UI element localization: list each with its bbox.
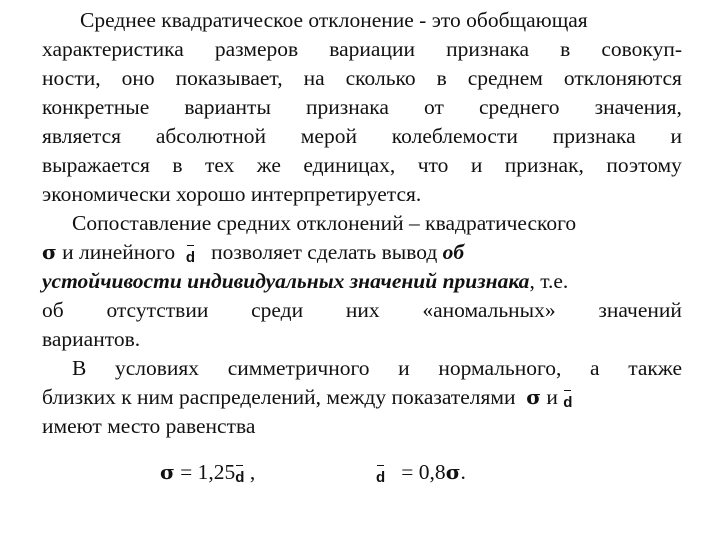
p2-line-3-emph: устойчивости индивидуальных значений признака [42,269,530,293]
d-bar-symbol: d [563,394,573,411]
p1-line-3: ности, оно показывает, на сколько в среднем отклоняются [42,66,682,90]
sigma-symbol: σ [42,240,57,264]
p1-line-5: является абсолютной мерой колеблемости признака и [42,124,682,148]
formula-right [376,458,576,487]
p3-line-2-text-a: близких к ним распределений, между показателями [42,385,516,409]
sigma-symbol: σ [160,460,175,484]
p2-line-2 [42,238,682,267]
p2-line-3 [42,267,682,296]
p2-line-4: об отсутствии среди них «аномальных» значений [42,298,682,322]
p1-line-1: Среднее квадратическое отклонение - это обобщающая [80,8,588,32]
p1-line-7: экономически хорошо интерпретируется. [42,182,422,206]
formula-eq1: = 1,25 [180,460,236,484]
p2-line-2-emph: об [442,240,465,264]
sigma-symbol: σ [445,460,461,484]
p1-line-2: характеристика размеров вариации признака в совокуп- [42,37,682,61]
formula-eq2: = 0,8 [401,460,446,484]
p2-line-2-text-b: позволяет сделать вывод [211,240,438,264]
d-bar-symbol: d [376,469,386,486]
d-bar-symbol: d [185,249,196,266]
p2-line-2-text-a: и линейного [62,240,176,264]
p3-line-3: имеют место равенства [42,414,256,438]
formula-end: . [460,460,466,484]
p2-line-5: вариантов. [42,327,141,351]
p1-line-4: конкретные варианты признака от среднего значения, [42,95,682,119]
d-bar-symbol: d [235,469,245,486]
p1-line-6: выражается в тех же единицах, что и признак, поэтому [42,153,682,177]
p2-line-3-text: , т.е. [529,269,569,293]
p3-line-2-text-b: и [546,385,558,409]
formula-comma: , [249,460,256,484]
p3-line-2 [42,383,682,412]
p3-line-1: В условиях симметричного и нормального, а также [72,356,682,380]
sigma-symbol: σ [526,385,542,409]
p2-line-1: Сопоставление средних отклонений – квадратического [72,211,577,235]
